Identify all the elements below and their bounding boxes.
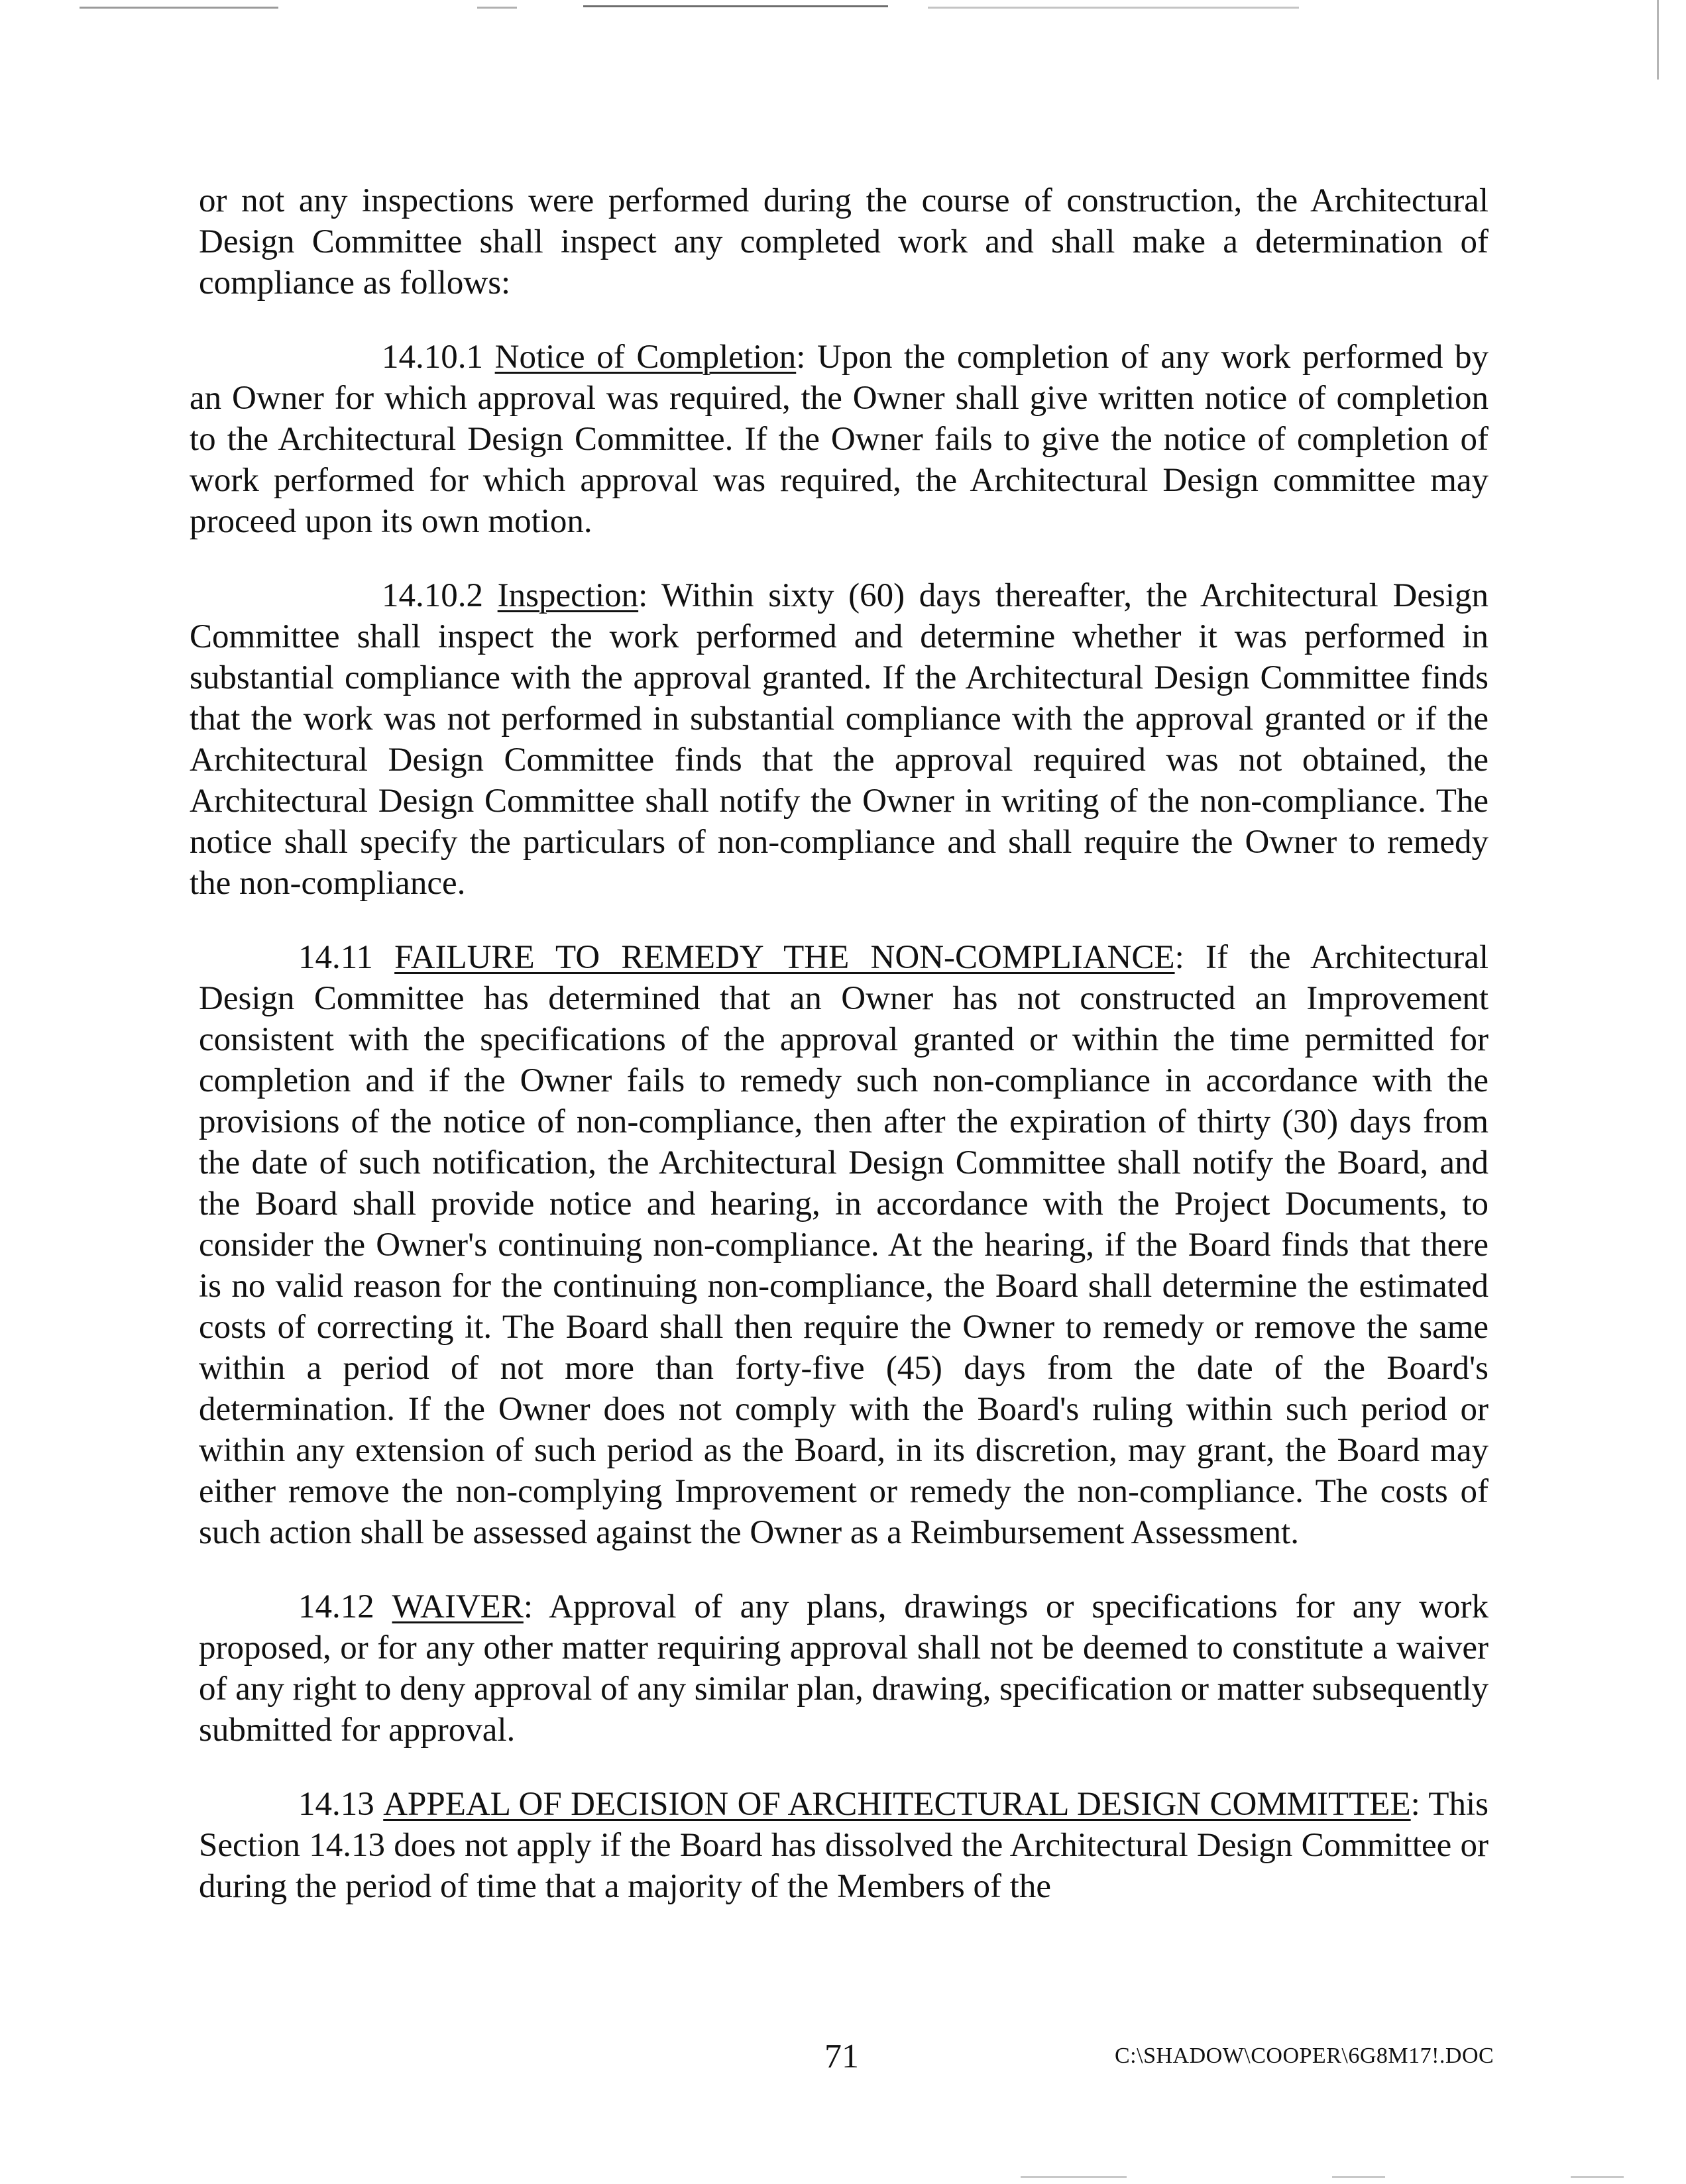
section-number: 14.11 <box>298 939 373 976</box>
paragraph-text: : Upon the completion of any work performed by an Owner for which approval was required, the Owner shall give written notice of completion to the Architectural Design Committee. If the Owner fails to give the notice of completion of work performed for which approval was required, the Architectural Design committee may proceed upon its own motion. <box>190 339 1489 540</box>
section-heading: WAIVER <box>392 1588 524 1625</box>
scan-artifact-right-edge <box>1657 0 1659 80</box>
section-number: 14.12 <box>298 1588 374 1625</box>
paragraph-14-11 <box>199 937 1489 1553</box>
section-heading: FAILURE TO REMEDY THE NON-COMPLIANCE <box>394 939 1175 976</box>
document-page-body <box>190 180 1489 1907</box>
scan-artifact-bottom-1 <box>1021 2176 1127 2178</box>
paragraph-text: : This Section 14.13 does not apply if the Board has dissolved the Architectural Design Committee or during the period of time that a majority of the Members of the <box>199 1786 1489 1905</box>
paragraph-14-10-1 <box>190 337 1489 542</box>
section-number: 14.10.2 <box>382 577 483 614</box>
paragraph-text: : If the Architectural Design Committee has determined that an Owner has not constructed an Improvement consistent with the specifications of the approval granted or within the time permitted for completion and if the Owner fails to remedy such non-compliance in accordance with the provisions of the notice of non-compliance, then after the expiration of thirty (30) days from the date of such notification, the Architectural Design Committee shall notify the Board, and the Board shall provide notice and hearing, in accordance with the Project Documents, to consider the Owner's continuing non-compliance. At the hearing, if the Board finds that there is no valid reason for the continuing non-compliance, the Board shall determine the estimated costs of correcting it. The Board shall then require the Owner to remedy or remove the same within a period of not more than forty-five (45) days from the date of the Board's determination. If the Owner does not comply with the Board's ruling within such period or within any extension of such period as the Board, in its discretion, may grant, the Board may either remove the non-complying Improvement or remedy the non-compliance. The costs of such action shall be assessed against the Owner as a Reimbursement Assessment. <box>199 939 1489 1551</box>
paragraph-continuation <box>199 180 1489 303</box>
section-number: 14.13 <box>298 1786 374 1823</box>
section-heading: APPEAL OF DECISION OF ARCHITECTURAL DESIGN COMMITTEE <box>383 1786 1411 1823</box>
paragraph-text: : Approval of any plans, drawings or specifications for any work proposed, or for any other matter requiring approval shall not be deemed to constitute a waiver of any right to deny approval of any similar plan, drawing, specification or matter subsequently submitted for approval. <box>199 1588 1489 1749</box>
paragraph-text: : Within sixty (60) days thereafter, the Architectural Design Committee shall inspect the work performed and determine whether it was performed in substantial compliance with the approval granted. If the Architectural Design Committee finds that the work was not performed in substantial compliance with the approval granted or if the Architectural Design Committee finds that the approval required was not obtained, the Architectural Design Committee shall notify the Owner in writing of the non-compliance. The notice shall specify the particulars of non-compliance and shall require the Owner to remedy the non-compliance. <box>190 577 1489 902</box>
scan-artifact-bottom-3 <box>1571 2176 1624 2178</box>
section-heading: Notice of Completion <box>494 339 797 376</box>
document-file-path: C:\SHADOW\COOPER\6G8M17!.DOC <box>1115 2044 1494 2068</box>
section-number: 14.10.1 <box>382 339 483 376</box>
paragraph-14-13 <box>199 1784 1489 1907</box>
paragraph-14-10-2 <box>190 575 1489 904</box>
scan-artifact-top-1 <box>80 7 278 9</box>
scan-artifact-top-4 <box>928 7 1299 9</box>
scan-artifact-top-3 <box>583 5 888 7</box>
paragraph-14-12 <box>199 1586 1489 1751</box>
scan-artifact-top-2 <box>477 7 517 9</box>
scan-artifact-bottom-2 <box>1332 2176 1385 2178</box>
page-number: 71 <box>824 2038 859 2075</box>
paragraph-text: or not any inspections were performed during the course of construction, the Architectural Design Committee shall inspect any completed work and shall make a determination of compliance as follows: <box>199 182 1489 301</box>
section-heading: Inspection <box>497 577 639 614</box>
